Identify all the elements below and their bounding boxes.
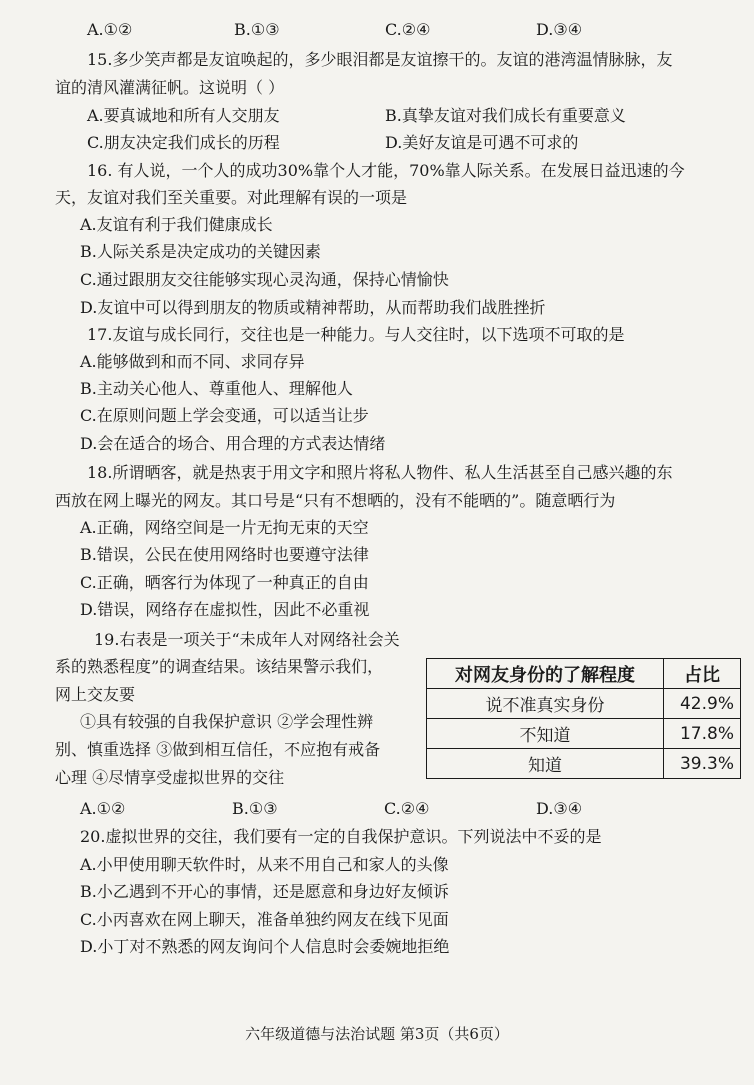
q17-option-a: A.能够做到和而不同、求同存异 [80,352,305,371]
q20-option-d: D.小丁对不熟悉的网友询问个人信息时会委婉地拒绝 [80,937,450,956]
q19-option-c: C.②④ [384,799,430,818]
q18-option-b: B.错误，公民在使用网络时也要遵守法律 [80,545,369,564]
q17-stem: 17.友谊与成长同行，交往也是一种能力。与人交往时，以下选项不可取的是 [87,325,625,344]
table-cell: 17.8% [664,719,741,749]
q15-stem-line2: 谊的清风灌满征帆。这说明（ ） [55,78,285,97]
q15-option-a: A.要真诚地和所有人交朋友 [87,106,280,125]
q18-option-d: D.错误，网络存在虚拟性，因此不必重视 [80,600,370,619]
table-header-cell: 对网友身份的了解程度 [427,659,664,689]
q15-option-b: B.真挚友谊对我们成长有重要意义 [385,106,626,125]
table-cell: 说不准真实身份 [427,689,664,719]
q18-option-a: A.正确，网络空间是一片无拘无束的天空 [80,518,369,537]
q14-option-b: B.①③ [234,20,280,39]
q17-option-d: D.会在适合的场合、用合理的方式表达情绪 [80,434,386,453]
table-row [427,719,741,749]
q20-stem: 20.虚拟世界的交往，我们要有一定的自我保护意识。下列说法中不妥的是 [80,827,602,846]
q18-stem-line2: 西放在网上曝光的网友。其口号是“只有不想晒的，没有不能晒的”。随意晒行为 [55,491,616,510]
table-header-row [427,659,741,689]
q20-option-c: C.小丙喜欢在网上聊天，准备单独约网友在线下见面 [80,910,449,929]
q19-stem-line3: 网上交友要 [55,685,136,704]
q16-stem-line1: 16. 有人说，一个人的成功30%靠个人才能，70%靠人际关系。在发展日益迅速的今 [87,161,685,180]
q15-option-c: C.朋友决定我们成长的历程 [87,133,280,152]
q15-option-d: D.美好友谊是可遇不可求的 [385,133,579,152]
q19-stem-line1: 19.右表是一项关于“未成年人对网络社会关 [94,630,400,649]
q16-stem-line2: 天，友谊对我们至关重要。对此理解有误的一项是 [55,188,408,207]
q20-option-a: A.小甲使用聊天软件时，从来不用自己和家人的头像 [80,855,449,874]
q17-option-b: B.主动关心他人、尊重他人、理解他人 [80,379,353,398]
q18-stem-line1: 18.所谓晒客，就是热衷于用文字和照片将私人物件、私人生活甚至自己感兴趣的东 [87,463,673,482]
q18-option-c: C.正确，晒客行为体现了一种真正的自由 [80,573,369,592]
q15-stem-line1: 15.多少笑声都是友谊唤起的，多少眼泪都是友谊擦干的。友谊的港湾温情脉脉，友 [87,50,673,69]
q20-option-b: B.小乙遇到不开心的事情，还是愿意和身边好友倾诉 [80,882,449,901]
table-cell: 知道 [427,749,664,779]
q14-option-a: A.①② [87,20,133,39]
q19-option-b: B.①③ [232,799,278,818]
q16-option-c: C.通过跟朋友交往能够实现心灵沟通，保持心情愉快 [80,270,449,289]
table-cell: 不知道 [427,719,664,749]
survey-table [426,658,741,779]
table-row [427,749,741,779]
q14-option-c: C.②④ [385,20,431,39]
table-row [427,689,741,719]
q14-option-d: D.③④ [536,20,583,39]
q16-option-d: D.友谊中可以得到朋友的物质或精神帮助，从而帮助我们战胜挫折 [80,298,546,317]
page-footer: 六年级道德与法治试题 第3页（共6页） [245,1025,509,1043]
q17-option-c: C.在原则问题上学会变通，可以适当让步 [80,406,369,425]
table-cell: 42.9% [664,689,741,719]
q19-option-a: A.①② [80,799,126,818]
q19-items-line2: 别、慎重选择 ③做到相互信任，不应抱有戒备 [55,740,381,759]
q19-stem-line2: 系的熟悉程度”的调查结果。该结果警示我们， [55,657,384,676]
table-header-cell: 占比 [664,659,741,689]
q19-option-d: D.③④ [536,799,583,818]
q19-items-line1: ①具有较强的自我保护意识 ②学会理性辨 [80,712,374,731]
q16-option-a: A.友谊有利于我们健康成长 [80,215,273,234]
q16-option-b: B.人际关系是决定成功的关键因素 [80,242,321,261]
q19-items-line3: 心理 ④尽情享受虚拟世界的交往 [55,768,285,787]
table-cell: 39.3% [664,749,741,779]
